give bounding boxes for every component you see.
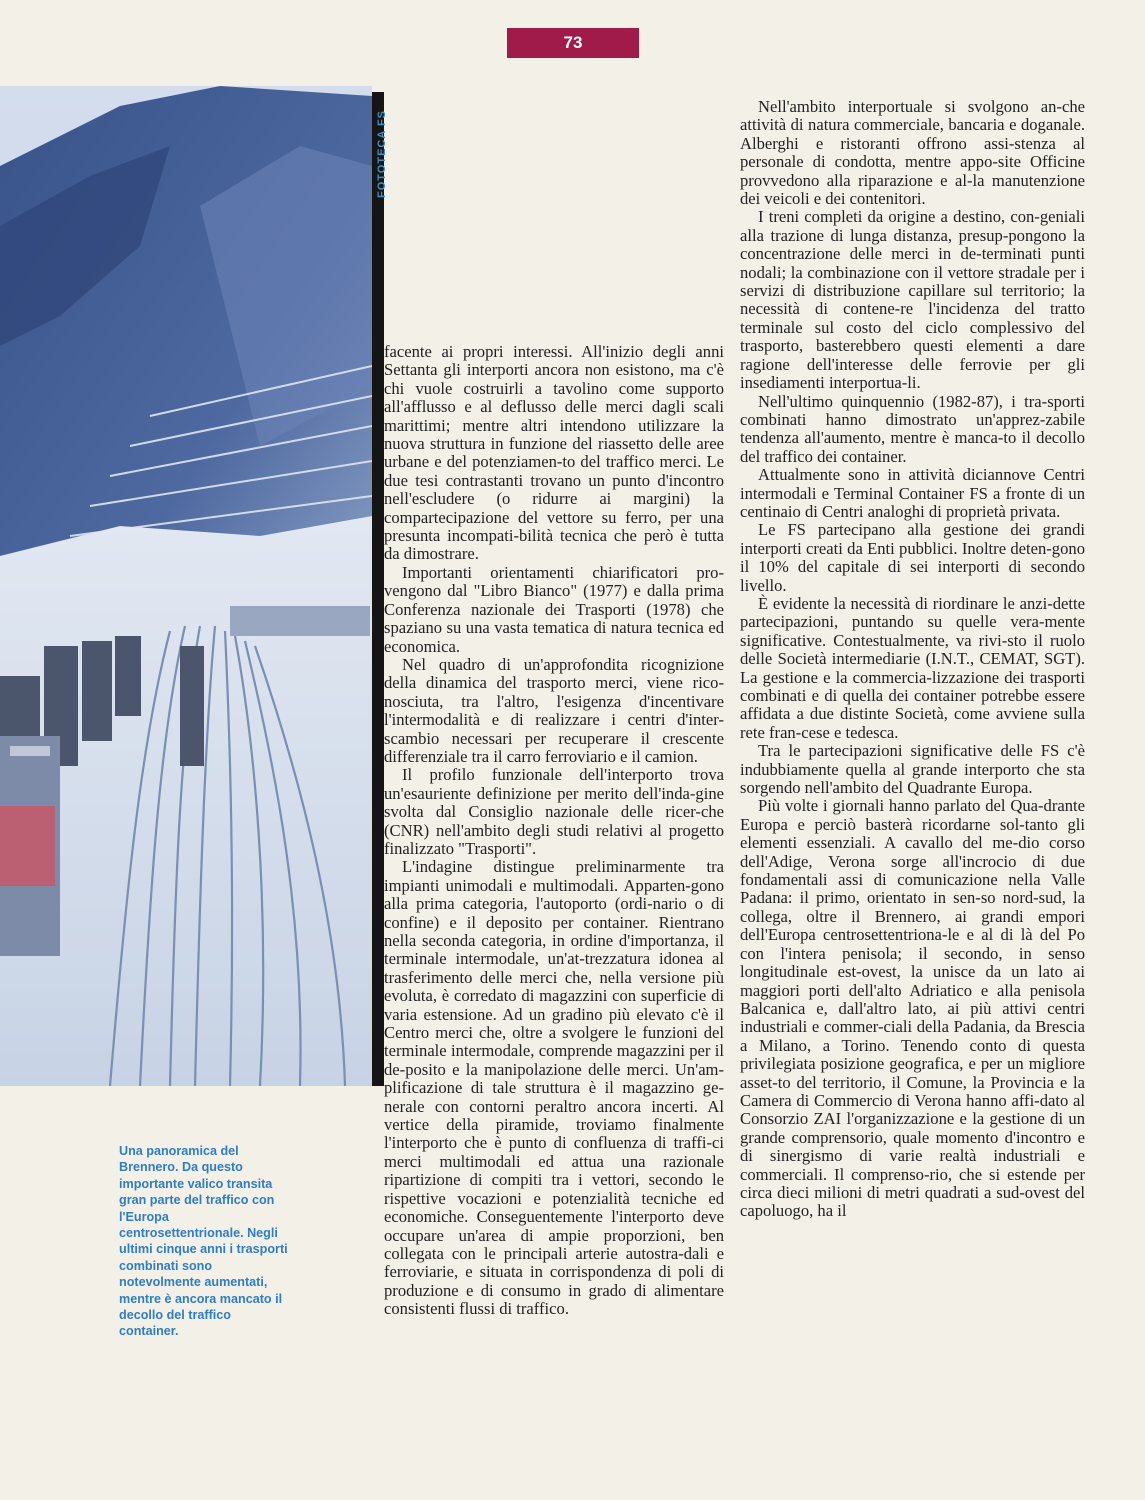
photo-caption: Una panoramica del Brennero. Da questo importante valico transita gran parte del traffico con l'Europa centrosettentrionale. Negli ultimi cinque anni i trasporti combinati sono notevolmente aumentati, mentre è ancora mancato il decollo del traffico container. [119,1144,288,1339]
paragraph: Nell'ambito interportuale si svolgono an-che attività di natura commerciale, bancaria e doganale. Alberghi e ristoranti offrono assi-stenza al personale di condotta, mentre appo-site Officine provvedono alla riparazione e al-la manutenzione dei veicoli e dei contenitori. [740,97,1085,209]
paragraph: Il profilo funzionale dell'interporto trova un'esauriente definizione per merito dell'inda-gine svolta dal Consiglio nazionale delle ricer-che (CNR) nell'ambito degli studi relativi al progetto finalizzato "Trasporti". [384,765,724,858]
paragraph: Tra le partecipazioni significative delle FS c'è indubbiamente quella al grande interporto che sta sorgendo nell'ambito del Quadrante Europa. [740,741,1085,798]
paragraph: Nell'ultimo quinquennio (1982-87), i tra-sporti combinati hanno dimostrato un'apprez-zabile tendenza all'aumento, mentre è manca-to il decollo del traffico dei container. [740,391,1085,466]
brennero-rail-yard-photo [0,86,372,1086]
article-column-right [740,98,1085,1221]
article-column-middle [384,343,724,1319]
photo-border-strip [372,92,384,1086]
paragraph: Importanti orientamenti chiarificatori pro-vengono dal "Libro Bianco" (1977) e dalla prima Conferenza nazionale dei Trasporti (1978) che spaziano su una vasta tematica di natura tecnica ed economica. [384,562,724,656]
paragraph: I treni completi da origine a destino, con-geniali alla trazione di lunga distanza, presup-pongono la concentrazione delle merci in de-terminati punti nodali; la combinazione con il vettore stradale per i servizi di distribuzione capillare sul territorio; la necessità di contene-re l'incidenza del tratto terminale sul costo del ciclo complessivo del trasporto, basterebbero questi elementi a dare ragione dell'interesse delle ferrovie per gli insediamenti interportua-li. [740,207,1085,393]
paragraph: Attualmente sono in attività diciannove Centri intermodali e Terminal Container FS a fronte di un centinaio di Centri analoghi di proprietà privata. [740,465,1085,521]
photo-illustration [0,86,372,1086]
paragraph: È evidente la necessità di riordinare le anzi-dette partecipazioni, puntando su quelle vera-mente significative. Contestualmente, va rivi-sto il ruolo delle Società intermediarie (I.N.T., CEMAT, SGT). La gestione e la commercia-lizzazione dei trasporti combinati e di quella dei container potrebbe essere affidata a due distinte Società, come avviene sulla rete fran-cese e tedesca. [740,593,1085,742]
page-number: 73 [507,28,639,58]
paragraph: facente ai propri interessi. All'inizio degli anni Settanta gli interporti ancora non esistono, ma c'è chi vuole costruirli a tavolino come supporto all'afflusso e al deflusso delle merci dagli scali marittimi; mentre altri intendono utilizzare la nuova struttura in funzione del riassetto delle aree urbane e del potenziamen-to del traffico merci. Le due tesi contrastanti trovano un punto d'incontro nell'escludere (o ridurre ai margini) la compartecipazione del vettore su ferro, per una presunta incompati-bilità tecnica che però è tutta da dimostrare. [384,342,724,564]
paragraph: Più volte i giornali hanno parlato del Qua-drante Europa e perciò basterà ricordarne sol-tanto gli elementi essenziali. A cavallo del me-dio corso dell'Adige, Verona sorge all'incrocio di due fondamentali assi di comunicazione nella Valle Padana: il primo, orientato in sen-so nord-sud, la collega, oltre il Brennero, ai grandi empori dell'Europa centrosettentriona-le e al di là del Po con l'intera penisola; il secondo, in senso longitudinale est-ovest, la unisce da un lato ai maggiori porti dell'alto Adriatico e alla penisola Balcanica e, dall'altro lato, ai più attivi centri industriali e commer-ciali della Padania, da Brescia a Milano, a Torino. Tenendo conto di questa privilegiata posizione geografica, e per un migliore asset-to del territorio, il Comune, la Provincia e la Camera di Commercio di Verona hanno affi-dato al Consorzio ZAI l'organizzazione e la gestione di un grande comprensorio, quale momento d'incontro e di sinergismo di varie realtà industriali e commerciali. Il comprenso-rio, che si estende per circa dieci milioni di metri quadrati a sud-ovest del capoluogo, ha il [740,796,1085,1221]
paragraph: Le FS partecipano alla gestione dei grandi interporti creati da Enti pubblici. Inoltre deten-gono il 10% del capitale di sei interporti di secondo livello. [740,520,1085,595]
paragraph: L'indagine distingue preliminarmente tra impianti unimodali e multimodali. Apparten-gono alla prima categoria, l'autoporto (ordi-nario o di confine) e il deposito per container. Rientrano nella seconda categoria, in ordine d'importanza, il terminale intermodale, un'at-trezzatura idonea al trasferimento delle merci che, nella versione più evoluta, è corredato di magazzini con superficie di varia estensione. Ad un gradino più elevato c'è il Centro merci che, oltre a svolgere le funzioni del terminale intermodale, comprende magazzini per il de-posito e la manipolazione delle merci. Un'am-plificazione di tale struttura è il magazzino ge-nerale con contorni peraltro ancora incerti. Al vertice della piramide, troviamo finalmente l'interporto che è punto di confluenza di traffi-ci merci multimodali ed attua una razionale ripartizione di compiti tra i vettori, secondo le rispettive vocazioni e potenzialità tecniche ed economiche. Conseguentemente l'interporto deve occupare un'area di ampie proporzioni, ben collegata con le principali arterie autostra-dali e ferroviarie, e situata in corrispondenza di poli di produzione e di consumo in grado di alimentare consistenti flussi di traffico. [384,857,724,1319]
photo-credit: FOTOTECA FS [376,110,388,198]
paragraph: Nel quadro di un'approfondita ricognizione della dinamica del trasporto merci, viene rico-nosciuta, tra l'altro, l'esigenza d'incentivare l'intermodalità e di realizzare i centri d'inter-scambio necessari per recuperare il crescente differenziale tra il carro ferroviario e il camion. [384,654,724,766]
